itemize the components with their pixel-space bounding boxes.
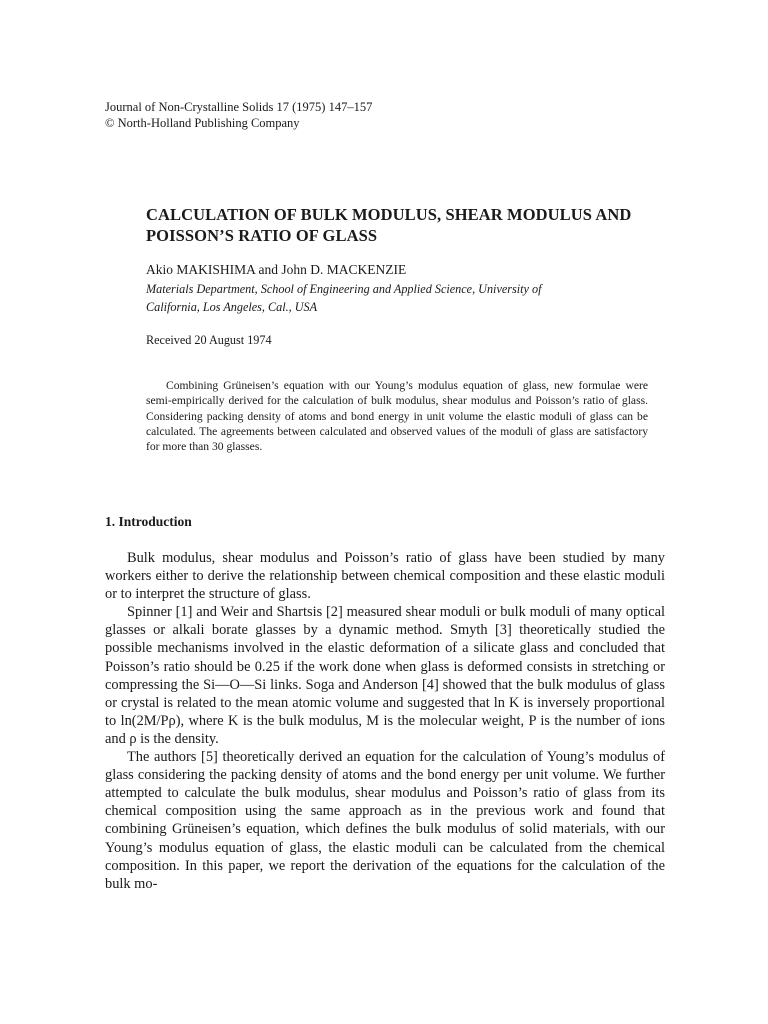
paragraph-2: Spinner [1] and Weir and Shartsis [2] measured shear moduli or bulk moduli of many optical glasses or alkali borate glasses by a dynamic method. Smyth [3] theoretically studied the possible mechanisms involved in the elastic deformation of a silicate glass and concluded that Poisson’s ratio should be 0.25 if the work done when glass is deformed consists in stretching or compressing the Si—O—Si links. Soga and Anderson [4] showed that the bulk modulus of glass or crystal is related to the mean atomic volume and suggested that ln K is inversely proportional to ln(2M/Pρ), where K is the bulk modulus, M is the molecular weight, P is the number of ions and ρ is the density. <box>105 604 665 747</box>
publisher-line: © North-Holland Publishing Company <box>105 116 300 130</box>
title-line-1: CALCULATION OF BULK MODULUS, SHEAR MODULUS AND <box>146 205 632 224</box>
journal-header <box>105 99 372 131</box>
paragraph-3: The authors [5] theoretically derived an equation for the calculation of Young’s modulus of glass considering the packing density of atoms and the bond energy per unit volume. We further attempted to calculate the bulk modulus, shear modulus and Poisson’s ratio of glass from its chemical composition using the same approach as in the previous work and found that combining Grüneisen’s equation, which defines the bulk modulus of solid materials, with our Young’s modulus equation of glass, the elastic moduli can be calculated from the chemical composition. In this paper, we report the derivation of the equations for the calculation of the bulk mo- <box>105 749 665 892</box>
journal-citation: Journal of Non-Crystalline Solids 17 (1975) 147–157 <box>105 100 373 114</box>
paragraph-1: Bulk modulus, shear modulus and Poisson’s ratio of glass have been studied by many workers either to derive the relationship between chemical composition and these elastic moduli or to interpret the structure of glass. <box>105 550 665 603</box>
affiliation-line-1: Materials Department, School of Engineering and Applied Science, University of <box>146 282 542 296</box>
introduction-body <box>105 549 665 893</box>
title-line-2: POISSON’S RATIO OF GLASS <box>146 226 378 245</box>
paper-title <box>146 204 706 246</box>
section-heading: 1. Introduction <box>105 514 192 529</box>
abstract: Combining Grüneisen’s equation with our Young’s modulus equation of glass, new formulae were semi-empirically derived for the calculation of bulk modulus, shear modulus and Poisson’s ratio of glass. Considering packing density of atoms and bond energy in unit volume the elastic moduli of glass can be calculated. The agreements between calculated and observed values of the moduli of glass are satisfactory for more than 30 glasses. <box>146 379 648 454</box>
author-list: Akio MAKISHIMA and John D. MACKENZIE <box>146 262 407 277</box>
affiliation-line-2: California, Los Angeles, Cal., USA <box>146 300 318 314</box>
affiliation <box>146 280 621 316</box>
received-date: Received 20 August 1974 <box>146 333 272 347</box>
